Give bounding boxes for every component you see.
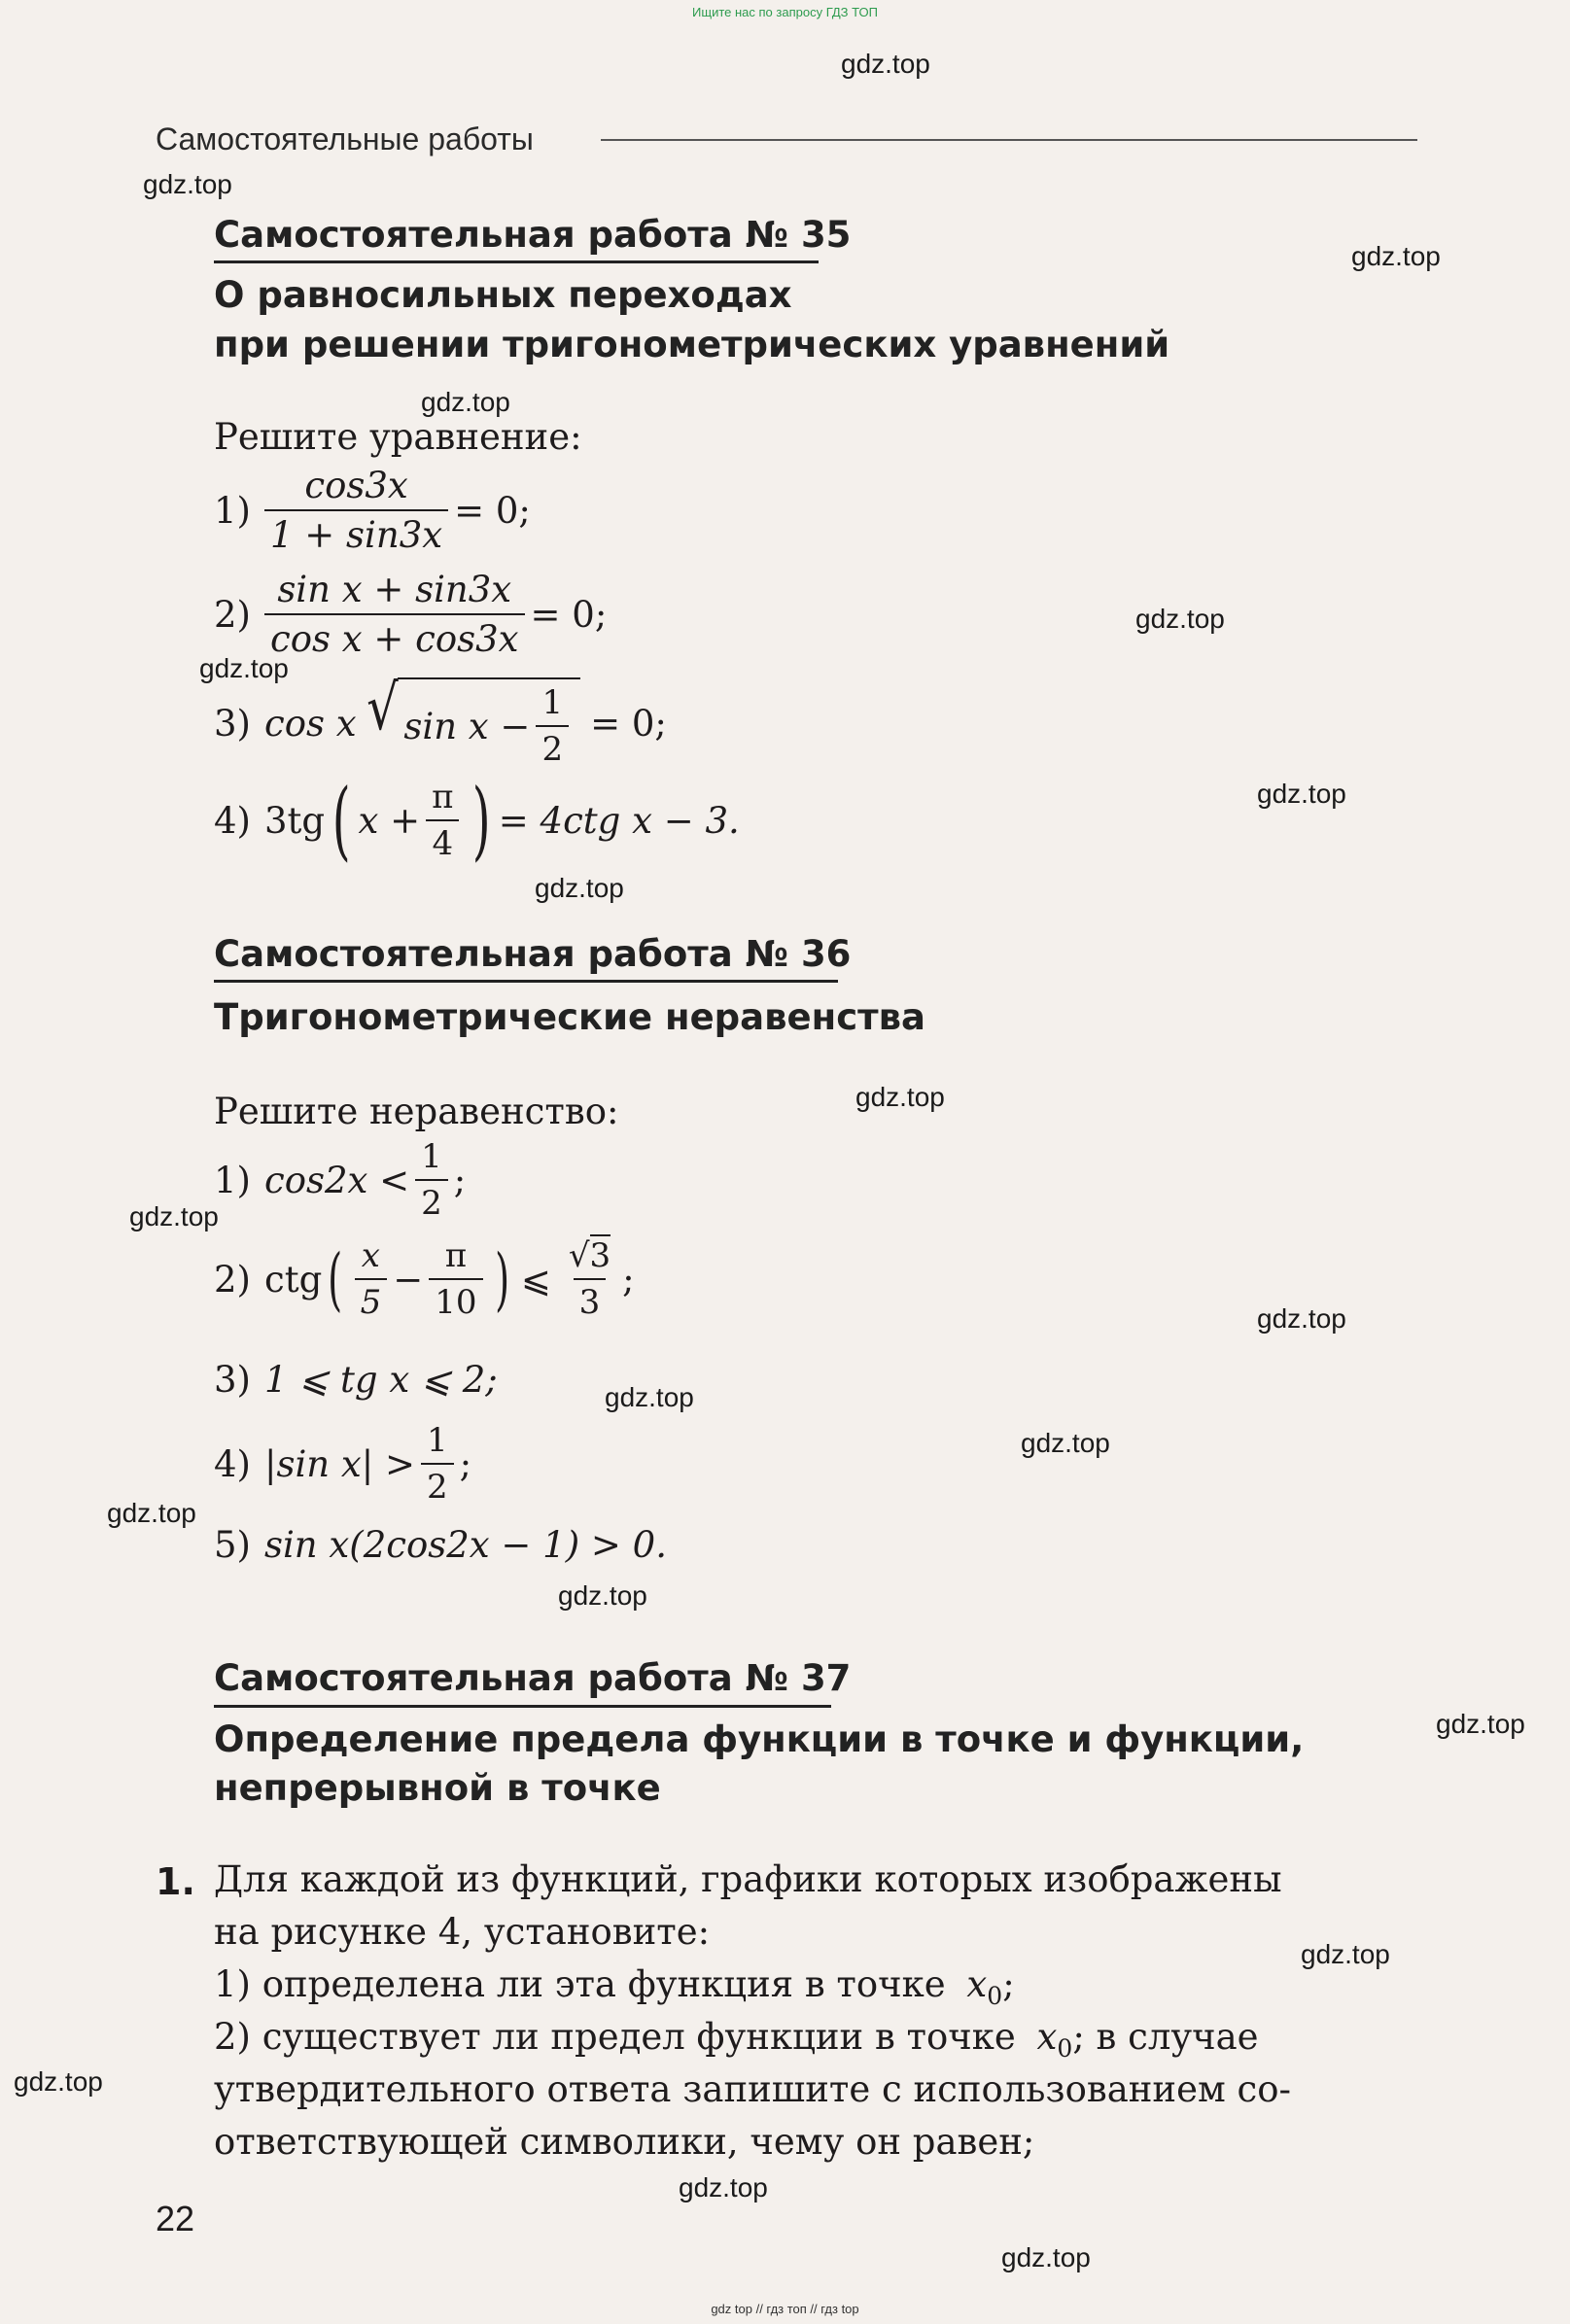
radicand-text: sin x − <box>403 705 531 747</box>
terminator: ; <box>1002 1963 1015 2005</box>
instruction: Решите уравнение: <box>214 416 582 458</box>
watermark: gdz.top <box>855 1082 945 1112</box>
terminator: ; <box>453 1159 467 1201</box>
task-item-2 <box>214 2016 1259 2063</box>
section-36-title: Самостоятельная работа № 36 <box>214 933 852 975</box>
equation-2 <box>214 569 607 660</box>
watermark: gdz.top <box>679 2172 768 2203</box>
top-banner: Ищите нас по запросу ГДЗ ТОП <box>692 5 878 19</box>
watermark: gdz.top <box>1301 1939 1390 1969</box>
section-35-subtitle: О равносильных переходах <box>214 274 792 316</box>
item-label: 1) <box>214 489 251 532</box>
watermark: gdz.top <box>1436 1709 1525 1739</box>
equation-lhs: 3tg <box>263 799 326 842</box>
item-label: 3) <box>214 702 251 745</box>
radicand: 3 <box>589 1236 611 1275</box>
watermark: gdz.top <box>1001 2242 1091 2272</box>
subscript: 0 <box>987 1982 1003 2010</box>
watermark: gdz.top <box>605 1382 694 1412</box>
watermark: gdz.top <box>107 1498 196 1528</box>
terminator: ; <box>622 1258 635 1301</box>
item-text: 2) существует ли предел функции в точке <box>214 2016 1016 2058</box>
numerator <box>563 1236 616 1278</box>
fraction <box>415 1137 448 1223</box>
section-36-subtitle: Тригонометрические неравенства <box>214 996 925 1038</box>
watermark: gdz.top <box>14 2066 103 2097</box>
numerator: 1 <box>541 683 564 722</box>
radical-sign: √ <box>366 673 399 745</box>
less-equal-sign: ⩽ <box>520 1258 551 1301</box>
radical-sign: √ <box>568 1236 590 1275</box>
equation-rhs: = 0; <box>454 489 531 532</box>
left-paren: ( <box>331 770 351 870</box>
variable: x <box>966 1963 988 2005</box>
right-paren: ) <box>472 770 492 870</box>
task-text: на рисунке 4, установите: <box>214 1911 711 1953</box>
equation-rhs: = 0; <box>590 702 667 745</box>
item-label: 3) <box>214 1359 251 1401</box>
watermark: gdz.top <box>1257 1303 1346 1334</box>
right-paren: ) <box>494 1239 509 1319</box>
fraction <box>429 1236 482 1322</box>
argument: x + <box>358 799 421 842</box>
numerator: sin x + sin3x <box>277 569 512 610</box>
equation-1 <box>214 465 531 556</box>
fraction <box>421 1421 454 1507</box>
section-37-subtitle: Определение предела функции в точке и функции, <box>214 1718 1305 1760</box>
item-text: ; в случае <box>1072 2016 1259 2058</box>
watermark: gdz.top <box>1021 1428 1110 1458</box>
header-rule <box>601 139 1417 141</box>
watermark: gdz.top <box>535 873 624 903</box>
watermark: gdz.top <box>1257 779 1346 809</box>
title-underline <box>214 980 838 983</box>
item-label: 5) <box>214 1524 251 1566</box>
item-text: 1) определена ли эта функция в точке <box>214 1963 946 2005</box>
variable: x <box>1036 2016 1058 2058</box>
running-head: Самостоятельные работы <box>156 121 534 156</box>
inequality-2 <box>214 1236 635 1322</box>
bottom-banner: gdz top // гдз топ // гдз top <box>711 2302 859 2316</box>
denominator: 4 <box>426 819 459 863</box>
inequality-3 <box>214 1359 498 1401</box>
equation-4 <box>214 770 740 870</box>
watermark: gdz.top <box>841 49 930 79</box>
title-underline <box>214 260 819 263</box>
numerator: 1 <box>426 1421 448 1460</box>
numerator: π <box>432 778 454 816</box>
instruction: Решите неравенство: <box>214 1091 619 1132</box>
watermark: gdz.top <box>558 1580 647 1611</box>
subscript: 0 <box>1057 2034 1073 2063</box>
equation-3 <box>214 673 667 769</box>
section-35-title: Самостоятельная работа № 35 <box>214 214 852 256</box>
section-37-title: Самостоятельная работа № 37 <box>214 1657 852 1699</box>
inequality-lhs: ctg <box>263 1258 323 1301</box>
task-text: Для каждой из функций, графики которых изображены <box>214 1858 1282 1900</box>
inequality-lhs: |sin x| > <box>263 1442 415 1485</box>
inequality-4 <box>214 1421 471 1507</box>
fraction <box>264 569 525 660</box>
numerator: cos3x <box>304 465 408 506</box>
item-label: 2) <box>214 1258 251 1301</box>
numerator: π <box>444 1236 468 1275</box>
radicand <box>398 677 580 769</box>
item-label: 2) <box>214 593 251 636</box>
watermark: gdz.top <box>1351 241 1441 271</box>
inequality-text: 1 ⩽ tg x ⩽ 2; <box>263 1359 498 1401</box>
inequality-5 <box>214 1524 667 1566</box>
denominator: 5 <box>355 1278 388 1322</box>
fraction <box>536 683 569 769</box>
fraction <box>355 1236 388 1322</box>
left-paren: ( <box>328 1239 343 1319</box>
inequality-1 <box>214 1137 466 1223</box>
watermark: gdz.top <box>1135 604 1225 634</box>
fraction <box>426 778 459 863</box>
inequality-text: sin x(2cos2x − 1) > 0. <box>263 1524 667 1566</box>
item-label: 1) <box>214 1159 251 1201</box>
equation-rhs: = 0; <box>530 593 608 636</box>
fraction <box>563 1236 616 1322</box>
section-35-subtitle: при решении тригонометрических уравнений <box>214 324 1170 365</box>
title-underline <box>214 1705 831 1708</box>
denominator: 2 <box>415 1179 448 1223</box>
watermark: gdz.top <box>143 169 232 199</box>
numerator: x <box>361 1236 380 1275</box>
denominator: 1 + sin3x <box>264 509 448 556</box>
section-37-subtitle: непрерывной в точке <box>214 1767 661 1809</box>
denominator: 2 <box>421 1463 454 1507</box>
watermark: gdz.top <box>129 1201 219 1231</box>
watermark: gdz.top <box>421 387 510 417</box>
denominator: 3 <box>574 1278 607 1322</box>
equation-rhs: = 4ctg x − 3. <box>498 799 740 842</box>
item-label: 4) <box>214 799 251 842</box>
inequality-lhs: cos2x < <box>263 1159 410 1201</box>
numerator: 1 <box>421 1137 442 1176</box>
denominator: 2 <box>536 725 569 769</box>
denominator: 10 <box>429 1278 482 1322</box>
item-label: 4) <box>214 1442 251 1485</box>
square-root <box>363 673 580 769</box>
terminator: ; <box>459 1442 472 1485</box>
task-number: 1. <box>156 1860 195 1903</box>
page-number: 22 <box>156 2199 195 2238</box>
task-text: утвердительного ответа запишите с использованием со- <box>214 2068 1292 2110</box>
fraction <box>264 465 448 556</box>
minus-sign: − <box>393 1258 424 1301</box>
equation-lhs: cos x <box>263 702 357 745</box>
watermark: gdz.top <box>199 653 289 683</box>
task-text: ответствующей символики, чему он равен; <box>214 2121 1035 2163</box>
denominator: cos x + cos3x <box>264 613 525 660</box>
task-item-1 <box>214 1963 1015 2010</box>
